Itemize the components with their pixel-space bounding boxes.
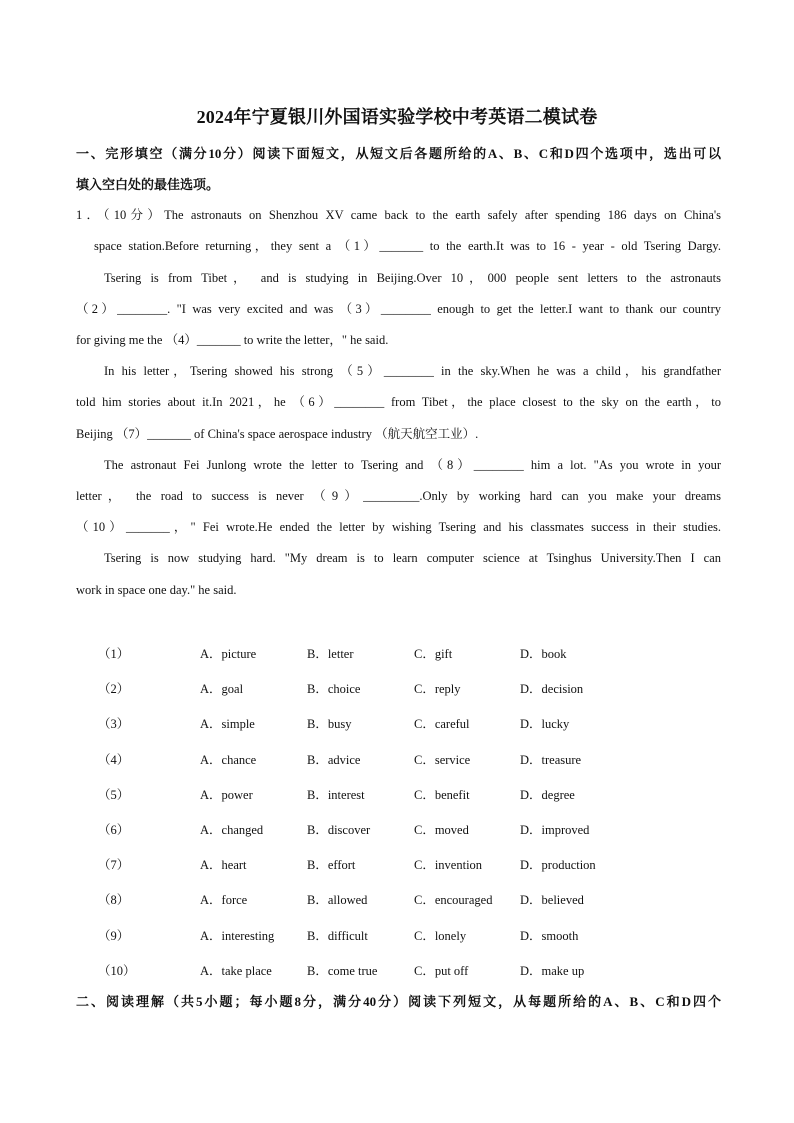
- option-a: A．goal: [200, 682, 244, 696]
- option-a: A．picture: [200, 647, 257, 661]
- section1-heading-line2: 填入空白处的最佳选项。: [76, 177, 220, 192]
- option-c: C．benefit: [414, 788, 470, 802]
- question-number: （2）: [98, 682, 130, 696]
- option-c: C．lonely: [414, 929, 467, 943]
- option-c: C．careful: [414, 717, 470, 731]
- option-d: D．decision: [520, 682, 584, 696]
- option-a: A．heart: [200, 858, 247, 872]
- passage-line: space station.Before returning，they sent a （1）_______ to the earth.It was to 16 - year - old Tsering Dargy.: [94, 239, 721, 253]
- option-c: C．reply: [414, 682, 461, 696]
- option-c: C．gift: [414, 647, 453, 661]
- option-a: A．interesting: [200, 929, 275, 943]
- passage-line: In his letter，Tsering showed his strong （5）________ in the sky.When he was a child，his grandfather: [104, 364, 721, 378]
- section2-heading-line1: 二、阅读理解（共5小题；每小题8分，满分40分）阅读下列短文，从每题所给的A、B、C和D四个: [76, 994, 721, 1009]
- option-b: B．discover: [307, 823, 371, 837]
- option-b: B．letter: [307, 647, 354, 661]
- passage-line: The astronaut Fei Junlong wrote the letter to Tsering and （8）________ him a lot. "As you wrote in your: [104, 458, 721, 472]
- option-a: A．take place: [200, 964, 272, 978]
- option-row: [0, 644, 794, 664]
- option-a: A．simple: [200, 717, 255, 731]
- passage-line: told him stories about it.In 2021，he （6）________ from Tibet，the place closest to the sky on the earth，to: [76, 395, 721, 409]
- option-row: [0, 926, 794, 946]
- option-row: [0, 855, 794, 875]
- option-b: B．allowed: [307, 893, 368, 907]
- passage-line: work in space one day." he said.: [76, 583, 237, 597]
- option-b: B．interest: [307, 788, 365, 802]
- question-number: （3）: [98, 717, 130, 731]
- question-number: （6）: [98, 823, 130, 837]
- passage-line: Tsering is from Tibet， and is studying in Beijing.Over 10，000 people sent letters to the astronauts: [104, 271, 721, 285]
- option-c: C．put off: [414, 964, 469, 978]
- passage-line: Beijing （7）_______ of China's space aerospace industry （航天航空工业）.: [76, 427, 479, 441]
- option-b: B．effort: [307, 858, 356, 872]
- option-b: B．advice: [307, 753, 361, 767]
- option-a: A．power: [200, 788, 253, 802]
- option-d: D．improved: [520, 823, 590, 837]
- option-d: D．book: [520, 647, 567, 661]
- option-row: [0, 961, 794, 981]
- option-a: A．changed: [200, 823, 264, 837]
- page-title: 2024年宁夏银川外国语实验学校中考英语二模试卷: [196, 107, 598, 127]
- option-d: D．lucky: [520, 717, 570, 731]
- option-b: B．choice: [307, 682, 361, 696]
- question-number: （10）: [98, 964, 136, 978]
- option-d: D．treasure: [520, 753, 582, 767]
- passage-line: 1．（10分）The astronauts on Shenzhou XV came back to the earth safely after spending 186 days on China's: [76, 208, 721, 222]
- option-a: A．force: [200, 893, 248, 907]
- question-number: （5）: [98, 788, 130, 802]
- option-row: [0, 750, 794, 770]
- option-d: D．believed: [520, 893, 584, 907]
- option-d: D．degree: [520, 788, 575, 802]
- option-row: [0, 890, 794, 910]
- option-row: [0, 714, 794, 734]
- question-number: （1）: [98, 647, 130, 661]
- option-d: D．production: [520, 858, 596, 872]
- option-row: [0, 679, 794, 699]
- passage-line: letter， the road to success is never （9）_________.Only by working hard can you make your dreams: [76, 489, 721, 503]
- option-c: C．invention: [414, 858, 483, 872]
- passage-line: Tsering is now studying hard. "My dream is to learn computer science at Tsinghus University.Then I can: [104, 551, 721, 565]
- option-d: D．make up: [520, 964, 585, 978]
- option-c: C．moved: [414, 823, 469, 837]
- option-b: B．come true: [307, 964, 378, 978]
- option-c: C．service: [414, 753, 471, 767]
- option-a: A．chance: [200, 753, 257, 767]
- option-d: D．smooth: [520, 929, 579, 943]
- option-b: B．difficult: [307, 929, 368, 943]
- passage-line: for giving me the （4）_______ to write the letter，" he said.: [76, 333, 389, 347]
- option-row: [0, 785, 794, 805]
- option-b: B．busy: [307, 717, 352, 731]
- section1-heading-line1: 一、完形填空（满分10分）阅读下面短文，从短文后各题所给的A、B、C和D四个选项中，选出可以: [76, 146, 721, 161]
- option-c: C．encouraged: [414, 893, 493, 907]
- question-number: （4）: [98, 753, 130, 767]
- passage-line: （2）________. "I was very excited and was （3）________ enough to get the letter.I want to thank our country: [76, 302, 721, 316]
- question-number: （7）: [98, 858, 130, 872]
- question-number: （8）: [98, 893, 130, 907]
- question-number: （9）: [98, 929, 130, 943]
- passage-line: （10）_______，" Fei wrote.He ended the letter by wishing Tsering and his classmates success in their studies.: [76, 520, 721, 534]
- option-row: [0, 820, 794, 840]
